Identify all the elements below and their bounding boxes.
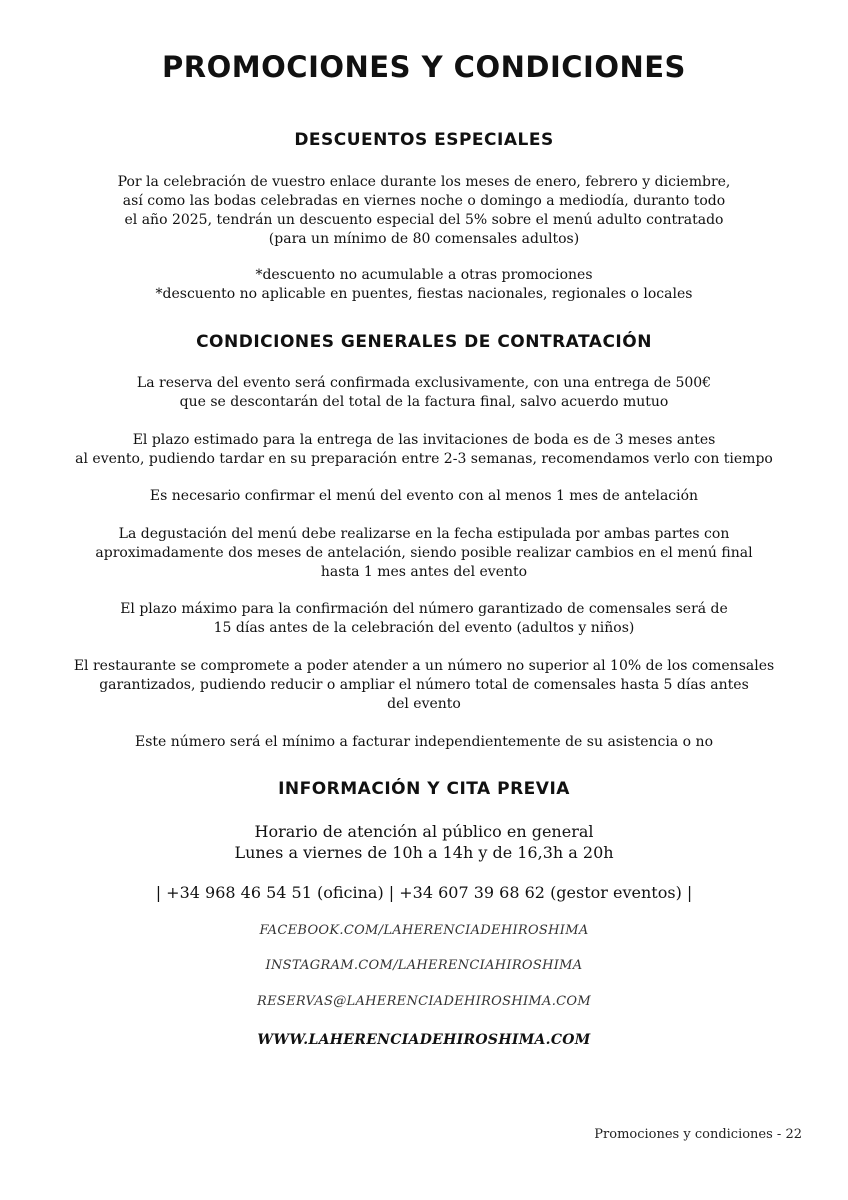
text-line: aproximadamente dos meses de antelación, siendo posible realizar cambios en el menú final [95, 545, 753, 561]
condiciones-paragraph-1 [60, 374, 788, 412]
facebook-link[interactable]: FACEBOOK.COM/LAHERENCIADEHIROSHIMA [259, 923, 589, 938]
horario-line: Lunes a viernes de 10h a 14h y de 16,3h a 20h [234, 843, 614, 862]
horario-line: Horario de atención al público en general [254, 822, 594, 841]
note-line: *descuento no acumulable a otras promociones [255, 267, 593, 283]
text-line: garantizados, pudiendo reducir o ampliar el número total de comensales hasta 5 días antes [99, 677, 749, 693]
website-link[interactable]: WWW.LAHERENCIADEHIROSHIMA.COM [257, 1032, 591, 1048]
descuentos-paragraph [60, 173, 788, 249]
informacion-heading: INFORMACIÓN Y CITA PREVIA [278, 779, 570, 799]
page-footer: Promociones y condiciones - 22 [594, 1127, 802, 1142]
descuentos-heading: DESCUENTOS ESPECIALES [294, 130, 554, 150]
instagram-link[interactable]: INSTAGRAM.COM/LAHERENCIAHIROSHIMA [265, 958, 583, 973]
text-line: El plazo estimado para la entrega de las invitaciones de boda es de 3 meses antes [132, 432, 716, 448]
text-line: así como las bodas celebradas en viernes noche o domingo a mediodía, duranto todo [122, 193, 726, 209]
condiciones-paragraph-6 [60, 657, 788, 714]
email-link[interactable]: RESERVAS@LAHERENCIADEHIROSHIMA.COM [257, 994, 591, 1009]
text-line: Este número será el mínimo a facturar independientemente de su asistencia o no [135, 734, 713, 750]
condiciones-paragraph-5 [60, 600, 788, 638]
phone-numbers[interactable]: | +34 968 46 54 51 (oficina) | +34 607 39 68 62 (gestor eventos) | [155, 883, 693, 902]
text-line: Es necesario confirmar el menú del evento con al menos 1 mes de antelación [149, 488, 699, 504]
note-line: *descuento no aplicable en puentes, fiestas nacionales, regionales o locales [155, 286, 693, 302]
text-line: hasta 1 mes antes del evento [320, 564, 528, 580]
condiciones-heading: CONDICIONES GENERALES DE CONTRATACIÓN [196, 332, 652, 352]
condiciones-paragraph-2 [60, 431, 788, 469]
text-line: el año 2025, tendrán un descuento especial del 5% sobre el menú adulto contratado [124, 212, 724, 228]
text-line: al evento, pudiendo tardar en su preparación entre 2-3 semanas, recomendamos verlo con tiempo [75, 451, 773, 467]
condiciones-paragraph-7 [60, 733, 788, 752]
text-line: 15 días antes de la celebración del evento (adultos y niños) [213, 620, 635, 636]
text-line: La degustación del menú debe realizarse en la fecha estipulada por ambas partes con [118, 526, 730, 542]
text-line: El restaurante se compromete a poder atender a un número no superior al 10% de los comensales [73, 658, 775, 674]
text-line: El plazo máximo para la confirmación del número garantizado de comensales será de [120, 601, 728, 617]
descuentos-notes [60, 266, 788, 304]
text-line: que se descontarán del total de la factura final, salvo acuerdo mutuo [179, 394, 669, 410]
page-title: PROMOCIONES Y CONDICIONES [162, 50, 686, 84]
condiciones-paragraph-3 [60, 487, 788, 506]
text-line: del evento [387, 696, 461, 712]
horario-block [60, 821, 788, 863]
text-line: Por la celebración de vuestro enlace durante los meses de enero, febrero y diciembre, [117, 174, 731, 190]
condiciones-paragraph-4 [60, 525, 788, 582]
text-line: (para un mínimo de 80 comensales adultos) [268, 231, 580, 247]
text-line: La reserva del evento será confirmada exclusivamente, con una entrega de 500€ [136, 375, 712, 391]
